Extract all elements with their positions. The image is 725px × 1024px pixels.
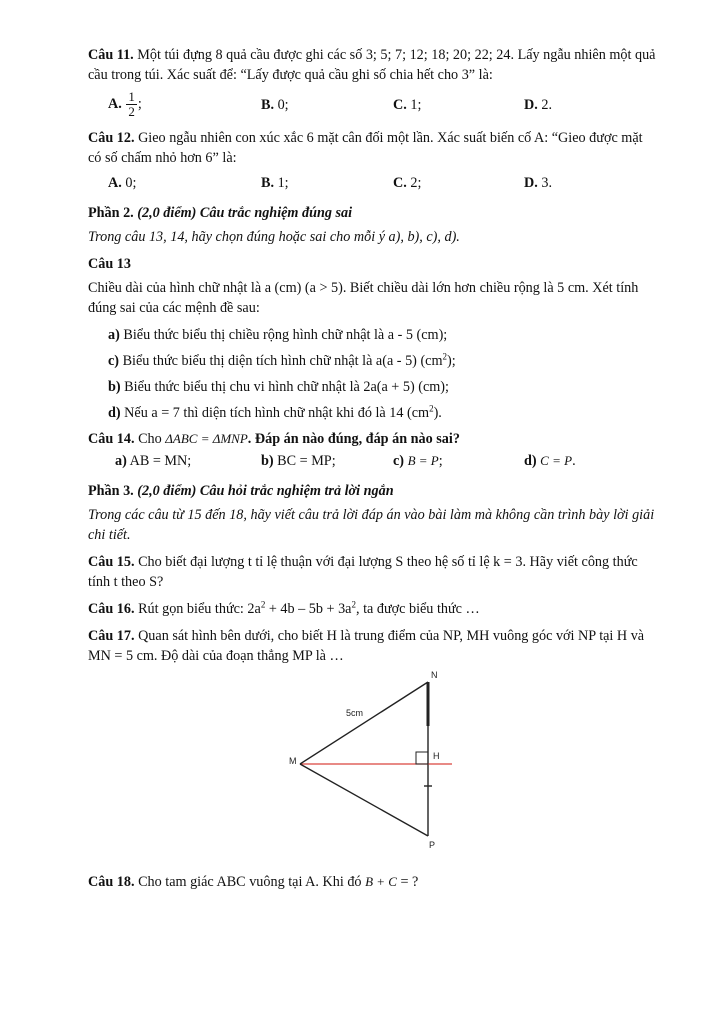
option-d: D. 2. — [524, 97, 552, 113]
option-b: B. 0; — [261, 97, 289, 113]
option-d: D. 3. — [524, 175, 552, 191]
question-14: Câu 14. Cho ΔABC = ΔMNP. Đáp án nào đúng, đáp án nào sai? — [88, 431, 460, 447]
option-c: c) B = P; — [393, 453, 443, 469]
option-c: C. 2; — [393, 175, 422, 191]
part-2-instruction: Trong câu 13, 14, hãy chọn đúng hoặc sai cho mỗi ý a), b), c), d). — [88, 229, 460, 245]
question-13-text: Chiều dài của hình chữ nhật là a (cm) (a > 5). Biết chiều dài lớn hơn chiều rộng là 5 cm. Xét tính đúng sai của các mệnh đề sau: — [88, 280, 639, 316]
q14-options — [88, 453, 656, 475]
label-h: H — [433, 751, 440, 761]
option-a: a) AB = MN; — [115, 453, 192, 469]
question-11 — [88, 45, 656, 85]
option-a: A. $\frac{1}{2}$ ; — [108, 89, 142, 119]
question-17: Câu 17. Quan sát hình bên dưới, cho biết H là trung điểm của NP, MH vuông góc với NP tại H và MN = 5 cm. Độ dài của đoạn thẳng MP là … — [88, 628, 645, 664]
question-15: Câu 15. Cho biết đại lượng t tỉ lệ thuận với đại lượng S theo hệ số tỉ lệ k = 3. Hãy viết công thức tính t theo S? — [88, 554, 638, 590]
statement-b: b) Biểu thức biểu thị chu vi hình chữ nhật là 2a(a + 5) (cm); — [108, 379, 449, 395]
part-2-heading: Phần 2. (2,0 điểm) Câu trắc nghiệm đúng sai — [88, 205, 353, 221]
question-label: Câu 11. — [88, 47, 134, 63]
fraction: $\frac{1}{2}$ — [128, 89, 135, 119]
triangle-congruence: ΔABC = ΔMNP — [165, 431, 248, 446]
q12-options — [88, 175, 656, 197]
triangle-figure — [200, 626, 460, 862]
question-13-label: Câu 13 — [88, 256, 131, 272]
option-d: d) C = P. — [524, 453, 576, 469]
question-text: Một túi đựng 8 quả cầu được ghi các số 3; 5; 7; 12; 18; 20; 22; 24. Lấy ngẫu nhiên một quả cầu trong túi. Xác suất để: “Lấy được quả cầu ghi số chia hết cho 3” là: — [88, 47, 656, 83]
question-16: Câu 16. Rút gọn biểu thức: $2a^2 + 4b - 5b + 3a^2$, ta được biểu thức … — [88, 599, 480, 617]
question-18: Câu 18. Cho tam giác ABC vuông tại A. Khi đó B + C = ? — [88, 874, 419, 890]
label-m: M — [289, 756, 297, 766]
segment-mn — [300, 682, 428, 764]
option-c: C. 1; — [393, 97, 422, 113]
question-12 — [88, 128, 656, 168]
part-3-instruction: Trong các câu từ 15 đến 18, hãy viết câu trả lời đáp án vào bài làm mà không cần trình bày lời giải chi tiết. — [88, 507, 655, 543]
statement-c: c) Biểu thức biểu thị diện tích hình chữ nhật là a(a - 5) $(cm^2)$; — [108, 351, 456, 369]
question-label: Câu 12. — [88, 130, 135, 146]
q11-options — [88, 89, 656, 122]
segment-mp — [300, 764, 428, 836]
triangle-diagram — [200, 626, 460, 862]
part-3-heading: Phần 3. (2,0 điểm) Câu hỏi trắc nghiệm trả lời ngắn — [88, 483, 394, 499]
statement-d: d) Nếu a = 7 thì diện tích hình chữ nhật khi đó là 14 $(cm^2)$. — [108, 403, 442, 421]
statement-a: a) Biểu thức biểu thị chiều rộng hình chữ nhật là a - 5 (cm); — [108, 327, 448, 343]
exam-page — [88, 45, 656, 673]
right-angle-mark — [416, 752, 428, 764]
question-text: Gieo ngẫu nhiên con xúc xắc 6 mặt cân đối một lần. Xác suất biến cố A: “Gieo được mặt có số chấm nhỏ hơn 6” là: — [88, 130, 643, 166]
label-mn-length: 5cm — [346, 708, 364, 718]
option-a: A. 0; — [108, 175, 137, 191]
option-b: b) BC = MP; — [261, 453, 336, 469]
label-p: P — [429, 840, 436, 850]
option-b: B. 1; — [261, 175, 289, 191]
label-n: N — [431, 670, 438, 680]
